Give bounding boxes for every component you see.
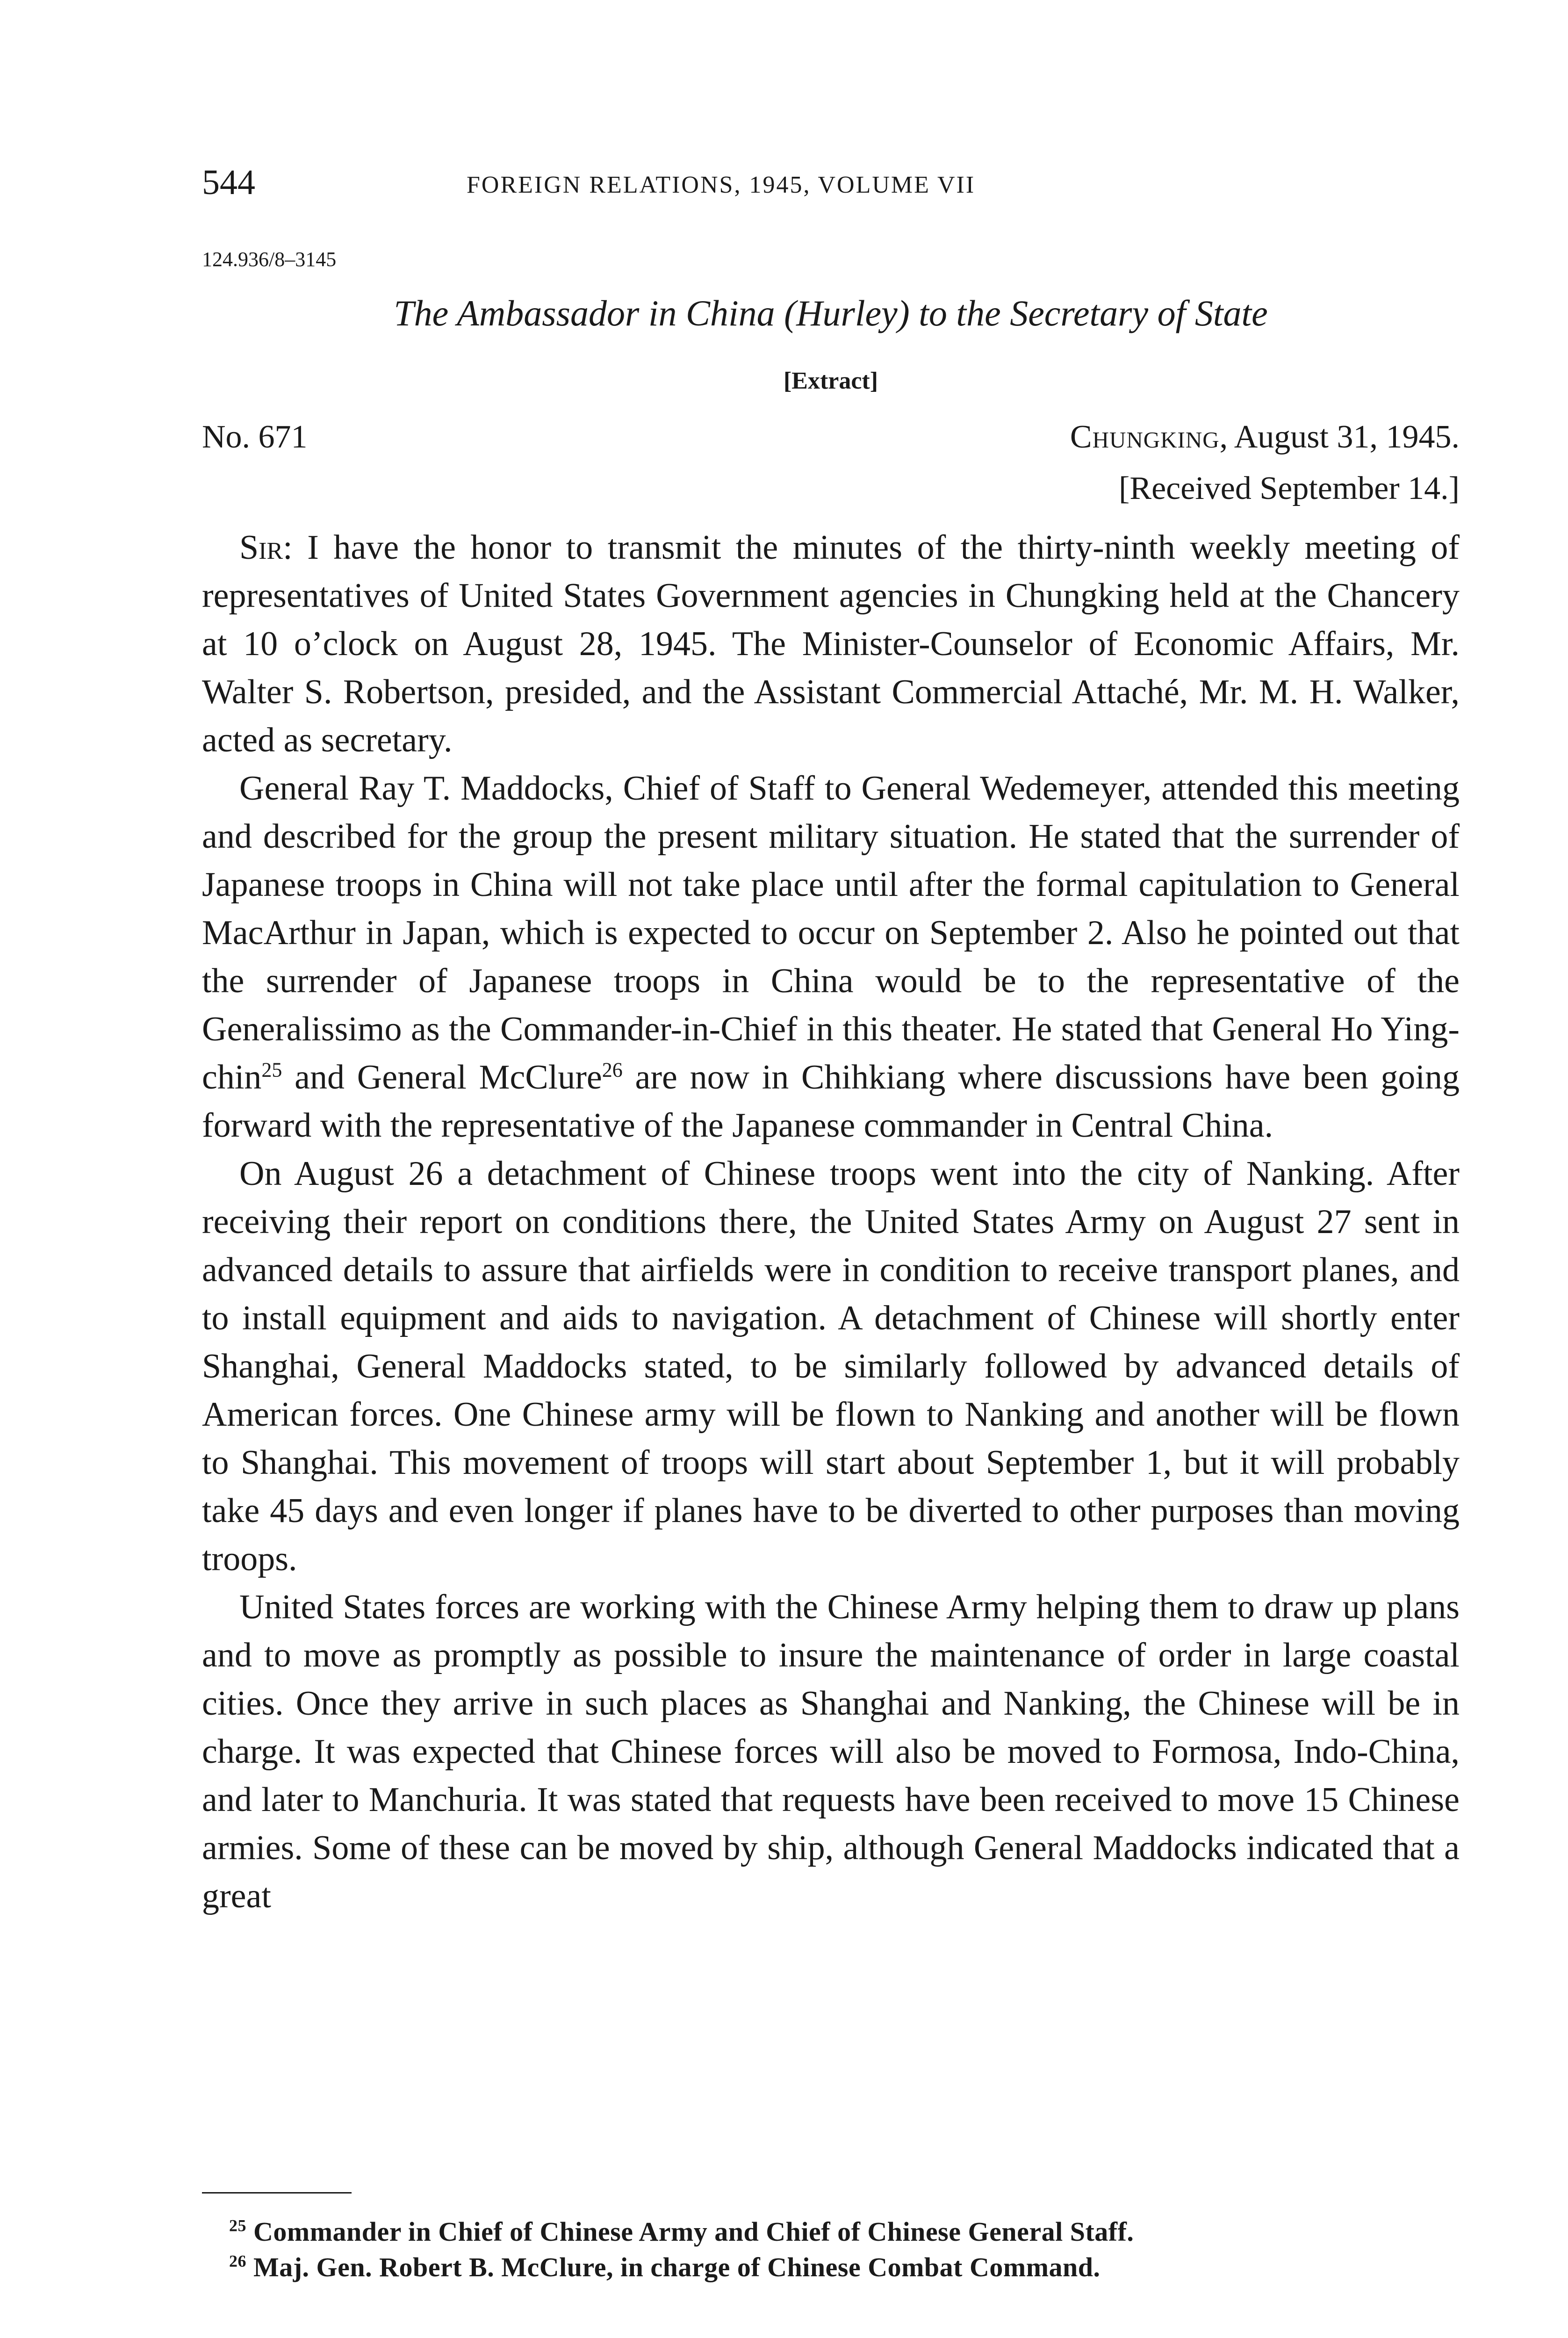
running-title: FOREIGN RELATIONS, 1945, VOLUME VII [467,172,976,198]
body-text [202,524,1460,1920]
paragraph-2-text-b: and General McClure [282,1058,602,1097]
footnote-text: Maj. Gen. Robert B. McClure, in charge of Chinese Combat Command. [253,2252,1100,2282]
extract-label: [Extract] [783,368,878,394]
dateline-place: Chungking [1070,419,1220,455]
dateline-date: , August 31, 1945. [1219,419,1460,455]
paragraph-1-text: : I have the honor to transmit the minutes of the thirty-ninth weekly meeting of representatives of United States Government agencies in Chungking held at the Chancery at 10 o’clock on August 28, 1945. The Minister-Counselor of Economic Affairs, Mr. Walter S. Robertson, presided, and the Assistant Commercial Attaché, Mr. M. H. Walker, acted as secretary. [202,528,1460,759]
footnote-26 [229,2250,1454,2285]
paragraph-2 [202,765,1460,1150]
page-number: 544 [202,163,255,202]
paragraph-3: On August 26 a detachment of Chinese troops went into the city of Nanking. After receiving their report on conditions there, the United States Army on August 27 sent in advanced details to assure that airfields were in condition to receive transport planes, and to install equipment and aids to navigation. A detachment of Chinese will shortly enter Shanghai, General Maddocks stated, to be similarly followed by advanced details of American forces. One Chinese army will be flown to Nanking and another will be flown to Shanghai. This movement of troops will start about September 1, but it will probably take 45 days and even longer if planes have to be diverted to other purposes than moving troops. [202,1155,1460,1578]
footnote-ref-26: 26 [602,1058,623,1082]
paragraph-2-text-a: General Ray T. Maddocks, Chief of Staff to General Wedemeyer, attended this meeting and described for the group the present military situation. He stated that the surrender of Japanese troops in China will not take place until after the formal capitulation to General MacArthur in Japan, which is expected to occur on September 2. Also he pointed out that the surrender of Japanese troops in China would be to the representative of the Generalissimo as the Commander-in-Chief in this theater. He stated that General Ho Ying-chin [202,769,1460,1097]
footnote-ref-25: 25 [261,1058,282,1082]
place-date [1070,411,1460,514]
received-date: [Received September 14.] [1119,470,1460,506]
footnotes [229,2214,1454,2285]
document-title: The Ambassador in China (Hurley) to the Secretary of State [394,293,1268,333]
footnote-text: Commander in Chief of Chinese Army and Chief of Chinese General Staff. [253,2216,1134,2247]
paragraph-4: United States forces are working with the Chinese Army helping them to draw up plans and to move as promptly as possible to insure the maintenance of order in large coastal cities. Once they arrive in such places as Shanghai and Nanking, the Chinese will be in charge. It was expected that Chinese forces will also be moved to Formosa, Indo-China, and later to Manchuria. It was stated that requests have been received to move 15 Chinese armies. Some of these can be moved by ship, although General Maddocks indicated that a great [202,1588,1460,1915]
document-number: No. 671 [202,419,308,455]
file-number: 124.936/8–3145 [202,248,337,271]
paragraph-2-text-c: are now in Chihkiang where discussions have been going forward with the representative of the Japanese commander in Central China. [202,1058,1460,1145]
footnote-divider [202,2192,352,2194]
footnote-25 [229,2214,1454,2250]
footnote-number: 25 [229,2216,246,2235]
dateline [1070,411,1460,463]
salutation: Sir [239,528,283,567]
paragraph-1 [202,524,1460,765]
footnote-number: 26 [229,2251,246,2271]
running-head [202,157,1464,208]
